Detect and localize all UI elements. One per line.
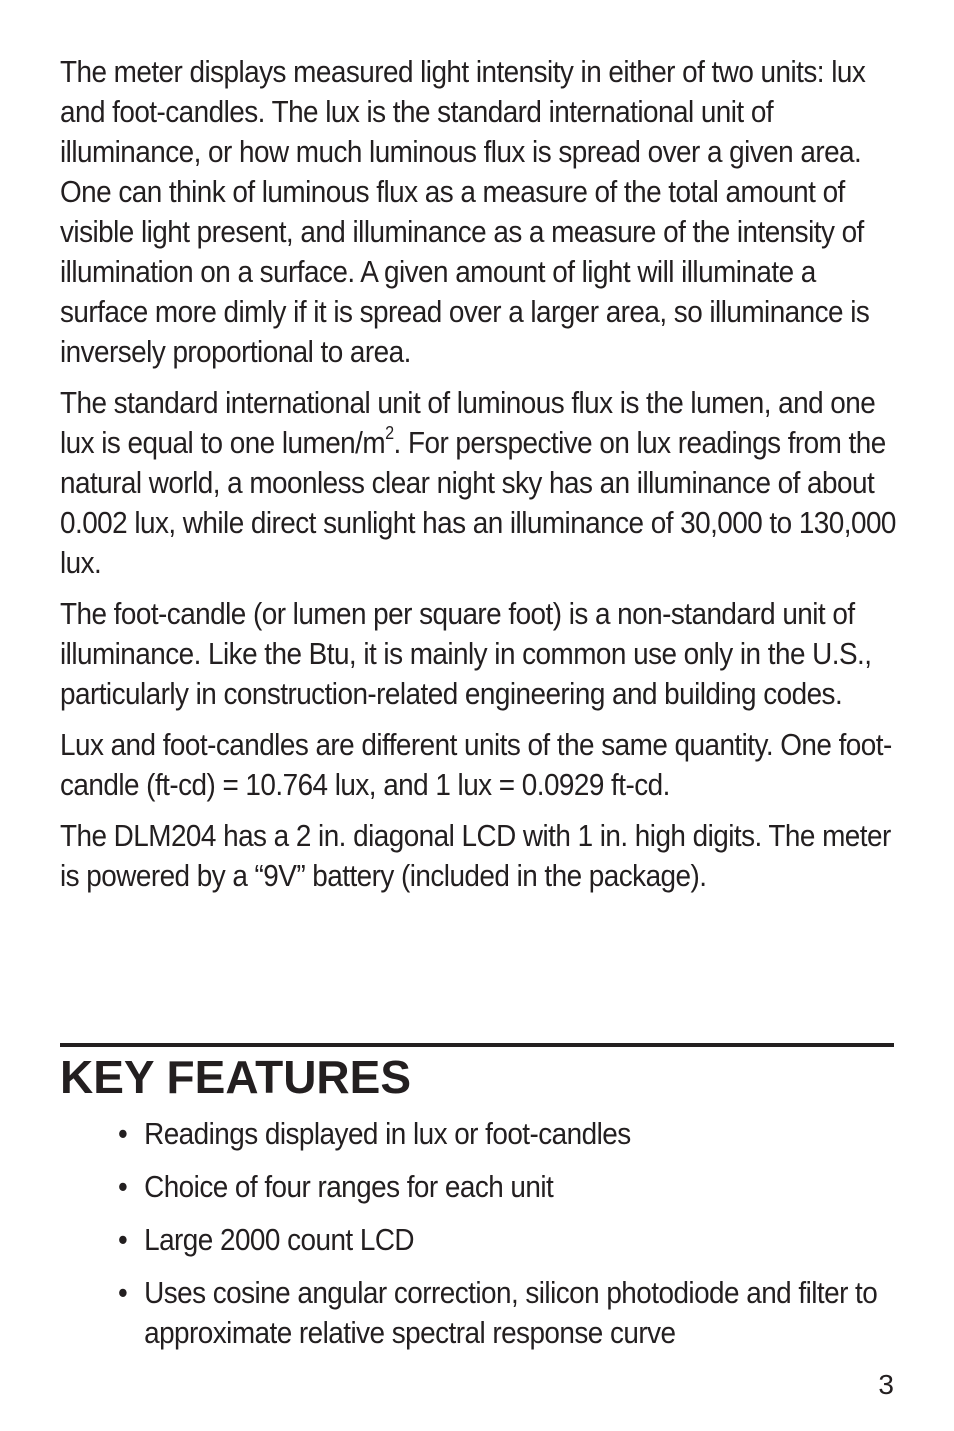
paragraph-lumen <box>60 383 897 583</box>
feature-text: Uses cosine angular correction, silicon photodiode and filter to approximate relative spectral response curve <box>144 1275 878 1350</box>
bullet-icon: • <box>118 1275 128 1310</box>
paragraph-dlm204: The DLM204 has a 2 in. diagonal LCD with 1 in. high digits. The meter is powered by a “9V” battery (included in the package). <box>60 818 891 893</box>
superscript-two: 2 <box>385 423 394 443</box>
bullet-icon: • <box>118 1169 128 1204</box>
feature-item <box>118 1167 928 1207</box>
bullet-icon: • <box>118 1116 128 1151</box>
body-text <box>60 52 896 907</box>
feature-text: Readings displayed in lux or foot-candles <box>144 1116 631 1151</box>
paragraph-conversion: Lux and foot-candles are different units of the same quantity. One foot-candle (ft-cd) = 10.764 lux, and 1 lux = 0.0929 ft-cd. <box>60 727 892 802</box>
bullet-icon: • <box>118 1222 128 1257</box>
feature-item <box>118 1220 928 1260</box>
page-number: 3 <box>878 1369 894 1400</box>
section-divider <box>60 1043 894 1047</box>
paragraph-lumen-end: . For perspective on lux readings from the natural world, a moonless clear night sky has an illuminance of about 0.002 lux, while direct sunlight has an illuminance of 30,000 to 130,000 lux. <box>60 425 896 580</box>
key-features-list <box>118 1114 938 1366</box>
feature-item <box>118 1114 928 1154</box>
paragraph-units: The meter displays measured light intensity in either of two units: lux and foot-candles. The lux is the standard international unit of illuminance, or how much luminous flux is spread over a given area. One can think of luminous flux as a measure of the total amount of visible light present, and illuminance as a measure of the intensity of illumination on a surface. A given amount of light will illuminate a surface more dimly if it is spread over a larger area, so illuminance is inversely proportional to area. <box>60 54 870 369</box>
paragraph-foot-candle: The foot-candle (or lumen per square foot) is a non-standard unit of illuminance. Like the Btu, it is mainly in common use only in the U.S., particularly in construction-related engineering and building codes. <box>60 596 872 711</box>
key-features-heading: KEY FEATURES <box>60 1051 412 1103</box>
feature-item <box>118 1273 928 1353</box>
feature-text: Large 2000 count LCD <box>144 1222 415 1257</box>
paragraph-lumen-start: The standard international unit of luminous flux is the lumen, and one lux is equal to one lumen/m <box>60 385 876 460</box>
feature-text: Choice of four ranges for each unit <box>144 1169 554 1204</box>
